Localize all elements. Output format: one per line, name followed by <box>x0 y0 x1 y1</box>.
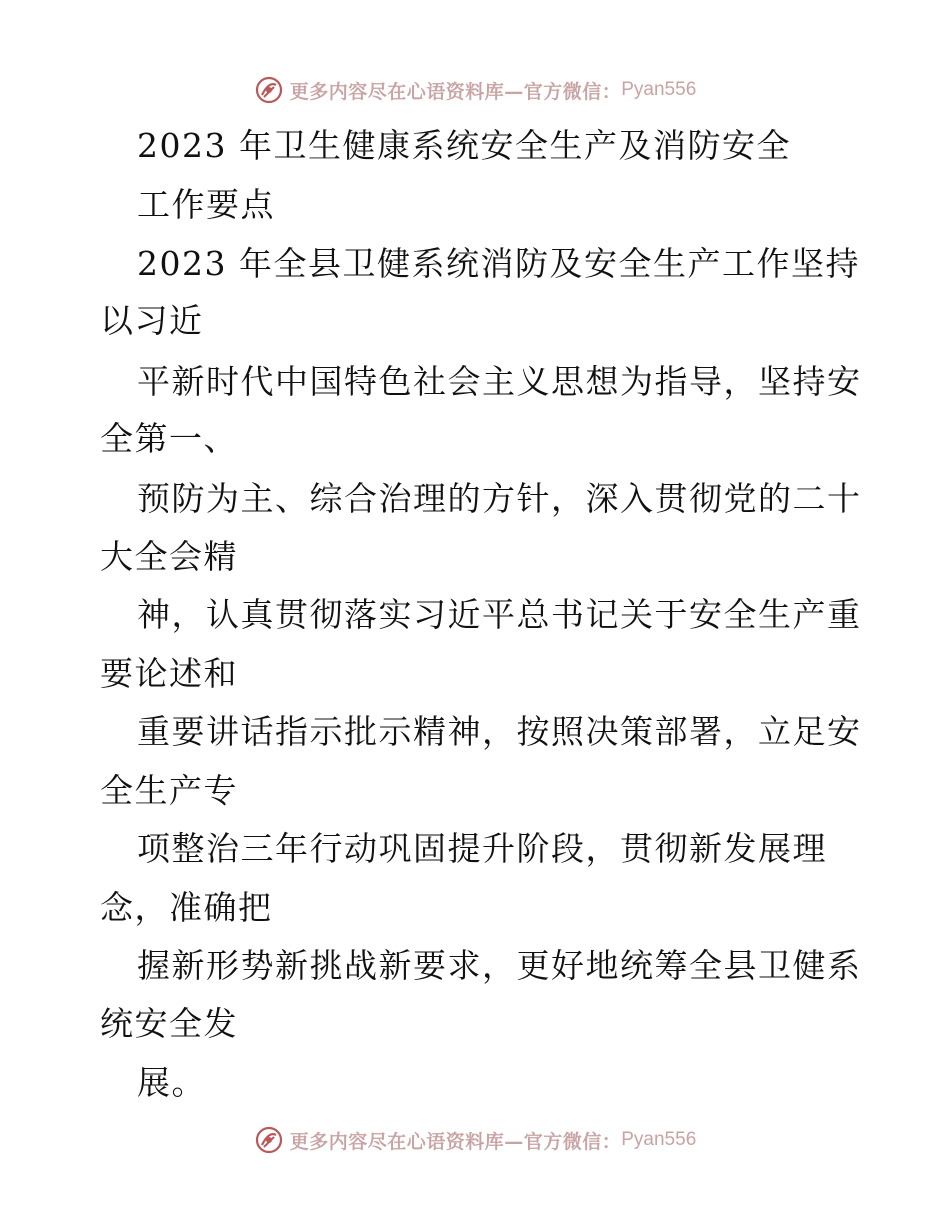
footer-banner <box>0 1120 950 1160</box>
doc-line: 统安全发 <box>100 1004 238 1043</box>
doc-line: 2023 年全县卫健系统消防及安全生产工作坚持 <box>137 244 860 283</box>
doc-line: 全生产专 <box>100 771 238 810</box>
doc-line: 平新时代中国特色社会主义思想为指导，坚持安 <box>137 362 862 401</box>
banner-text: 更多内容尽在心语资料库—官方微信： <box>289 1130 622 1153</box>
doc-line: 项整治三年行动巩固提升阶段，贯彻新发展理 <box>137 829 827 868</box>
doc-line: 握新形势新挑战新要求，更好地统筹全县卫健系 <box>137 946 862 985</box>
doc-line: 以习近 <box>100 301 204 340</box>
doc-line: 念，准确把 <box>100 888 273 927</box>
banner-wechat-id: Pyan556 <box>621 79 697 100</box>
header-banner <box>0 70 950 110</box>
doc-line: 全第一、 <box>100 419 238 458</box>
doc-line: 要论述和 <box>100 654 238 693</box>
doc-line: 重要讲话指示批示精神，按照决策部署，立足安 <box>137 712 862 751</box>
doc-line: 神，认真贯彻落实习近平总书记关于安全生产重 <box>137 595 862 634</box>
doc-line: 展。 <box>137 1063 206 1102</box>
banner-text: 更多内容尽在心语资料库—官方微信： <box>289 80 622 103</box>
doc-line: 大全会精 <box>100 537 238 576</box>
logo-icon <box>254 75 284 105</box>
doc-title-line-2: 工作要点 <box>137 185 275 224</box>
doc-title-line-1: 2023 年卫生健康系统安全生产及消防安全 <box>137 126 791 165</box>
logo-icon <box>254 1125 284 1155</box>
banner-wechat-id: Pyan556 <box>621 1129 697 1150</box>
doc-line: 预防为主、综合治理的方针，深入贯彻党的二十 <box>137 479 862 518</box>
